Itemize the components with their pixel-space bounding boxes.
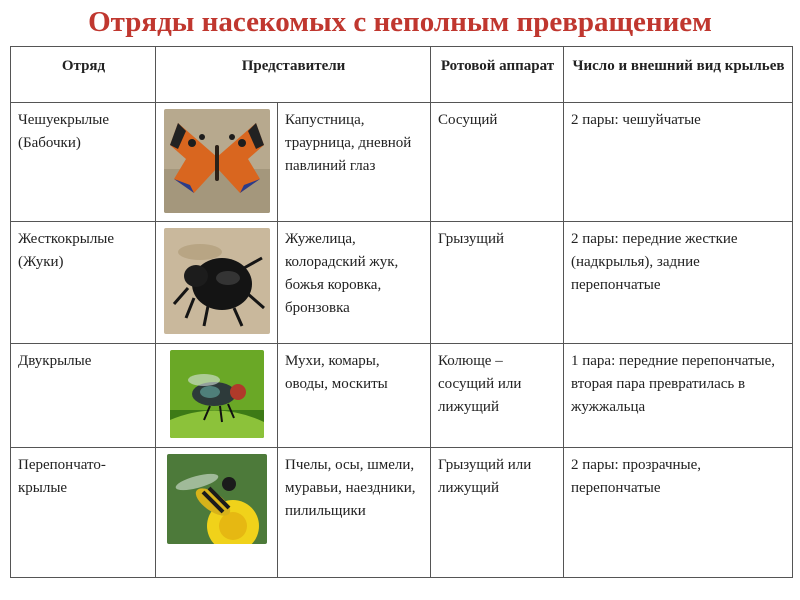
representatives-cell: Пчелы, осы, шмели, муравьи, наездники, пилильщики <box>278 448 431 578</box>
image-cell <box>156 222 278 344</box>
butterfly-photo <box>164 109 270 213</box>
wings-cell: 2 пары: передние жесткие (надкрылья), задние перепончатые <box>564 222 793 344</box>
order-cell: Двукрылые <box>11 344 156 448</box>
table-row <box>11 344 793 448</box>
mouth-cell: Грызущий <box>431 222 564 344</box>
beetle-photo <box>164 228 270 334</box>
mouth-cell: Сосущий <box>431 103 564 222</box>
table-header-row <box>11 47 793 103</box>
header-wings: Число и внешний вид крыльев <box>564 47 793 103</box>
order-cell: Жесткокрылые (Жуки) <box>11 222 156 344</box>
image-cell <box>156 448 278 578</box>
wings-cell: 2 пары: чешуйчатые <box>564 103 793 222</box>
representatives-cell: Капустница, траурница, дневной павлиний глаз <box>278 103 431 222</box>
order-cell: Чешуекрылые (Бабочки) <box>11 103 156 222</box>
table-row <box>11 222 793 344</box>
header-order: Отряд <box>11 47 156 103</box>
header-mouth: Ротовой аппарат <box>431 47 564 103</box>
table-row <box>11 103 793 222</box>
wings-cell: 1 пара: передние перепончатые, вторая пара превратилась в жужжальца <box>564 344 793 448</box>
representatives-cell: Мухи, комары, оводы, москиты <box>278 344 431 448</box>
order-cell: Перепончато-крылые <box>11 448 156 578</box>
mouth-cell: Колюще – сосущий или лижущий <box>431 344 564 448</box>
mouth-cell: Грызущий или лижущий <box>431 448 564 578</box>
wings-cell: 2 пары: прозрачные, перепончатые <box>564 448 793 578</box>
image-cell <box>156 103 278 222</box>
insect-orders-table <box>10 46 793 578</box>
image-cell <box>156 344 278 448</box>
representatives-cell: Жужелица, колорадский жук, божья коровка, бронзовка <box>278 222 431 344</box>
wasp-photo <box>167 454 267 544</box>
table-row <box>11 448 793 578</box>
page-title: Отряды насекомых с неполным превращением <box>88 6 712 38</box>
header-representatives: Представители <box>156 47 431 103</box>
fly-photo <box>170 350 264 438</box>
